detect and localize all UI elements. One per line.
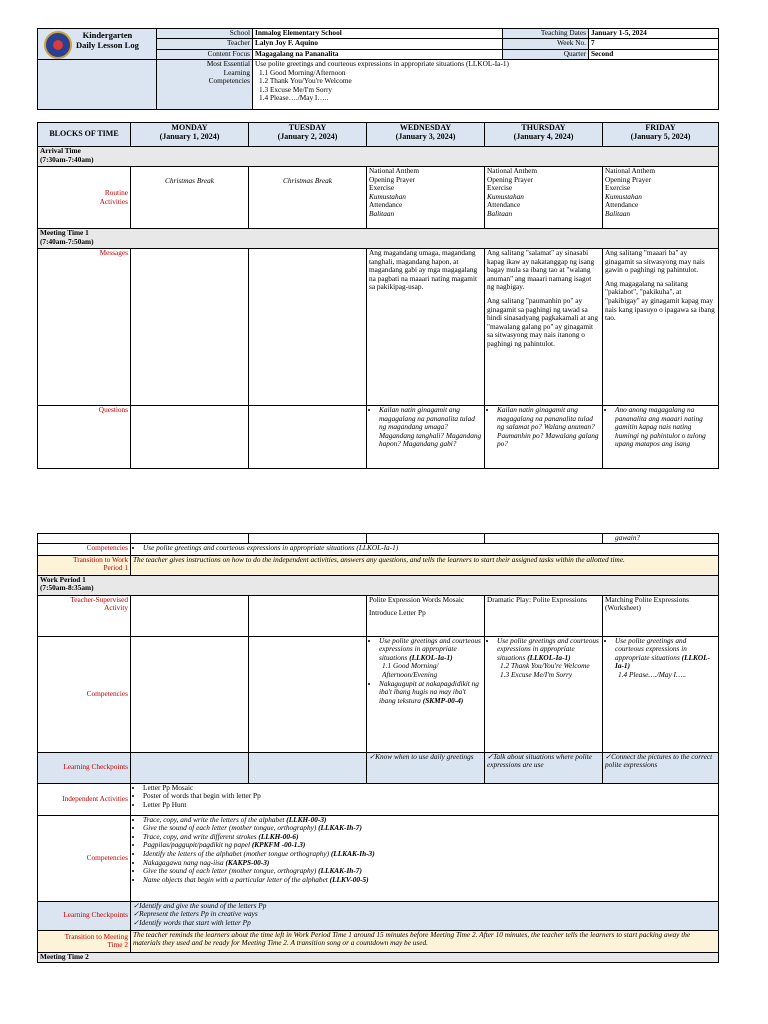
- content-focus-label: Content Focus: [157, 49, 253, 59]
- friday-checkpoint: ✓ Connect the pictures to the correct polite expressions: [603, 752, 719, 783]
- list-item: • Letter Pp Hunt: [143, 801, 716, 810]
- day-header-friday: FRIDAY (January 5, 2024): [603, 123, 719, 147]
- friday-messages: Ang salitang "maaari ba" ay ginagamit sa sitwasyong may nais gawin o paghingi ng pahintulot. Ang magagalang na salitang "pakiabot", "pakikuha", at "pakibigay" ay ginagamit kapag may nais kang ipasuyo o ipagawa sa ibang tao.: [603, 249, 719, 406]
- tuesday-routine: Christmas Break: [249, 167, 367, 229]
- list-item: • Give the sound of each letter (mother tongue, orthography) (LLKAK-Ih-7): [143, 867, 716, 876]
- dates-value: January 1-5, 2024: [589, 29, 719, 39]
- deped-seal-icon: [44, 31, 72, 59]
- thursday-questions: • Kailan natin ginagamit ang magagalang na pananalita tulad ng salamat po? Walang anuman? Paumanhin po? Mawalang galang po?: [485, 406, 603, 469]
- list-item: • Nakagagawa nang nag-iisa (KAKPS-00-3): [143, 859, 716, 868]
- transition-meeting-text: The teacher reminds the learners about the time left in Work Period Time 1 around 15 minutes before Meeting Time 2. After 10 minutes, the teacher tells the learners to start packing away the materials they used and be ready for Meeting Time 2. A transition song or a countdown may be used.: [131, 930, 719, 952]
- independent-activities: [131, 783, 719, 815]
- schedule-table-page1: [37, 122, 718, 469]
- meeting-time-2-header: Meeting Time 2: [38, 952, 719, 962]
- day-header-monday: MONDAY (January 1, 2024): [131, 123, 249, 147]
- monday-tsa: [131, 595, 249, 636]
- independent-checkpoints: [131, 901, 719, 930]
- thursday-tsa: Dramatic Play: Polite Expressions: [485, 595, 603, 636]
- independent-checkpoints-label: Learning Checkpoints: [38, 901, 131, 930]
- wednesday-checkpoint: ✓ Know when to use daily greetings: [367, 752, 485, 783]
- week-label: Week No.: [503, 39, 589, 49]
- independent-competencies-label: Competencies: [38, 815, 131, 901]
- friday-questions-continued: gawain?: [603, 534, 719, 544]
- competency-main: • Use polite greetings and courteous expressions in appropriate situations (LLKOL-Ia-1): [131, 543, 719, 555]
- friday-tsa: Matching Polite Expressions (Worksheet): [603, 595, 719, 636]
- competencies-label: Competencies: [38, 543, 131, 555]
- mel-item: 1.1 Good Morning/Afternoon: [259, 67, 346, 77]
- header-title-line2: Daily Lesson Log: [76, 40, 139, 50]
- wednesday-competencies: • Use polite greetings and courteous expressions in appropriate situations (LLKOL-Ia-1) 1.1 Good Morning/ Afternoon/Evening • Nakagugupit at nakapagdidikit ng iba't ibang hugis na may iba't ibang tekstura (SKMP-00-4): [367, 636, 485, 752]
- tuesday-questions: [249, 406, 367, 469]
- list-item: • Identify the letters of the alphabet (mother tongue orthography) (LLKAK-Ih-3): [143, 850, 716, 859]
- list-item: • Name objects that begin with a particular letter of the alphabet (LLKV-00-5): [143, 876, 716, 885]
- list-item: ✓ Represent the letters Pp in creative ways: [133, 910, 716, 919]
- questions-label: Questions: [38, 406, 131, 469]
- list-item: • Letter Pp Mosaic: [143, 784, 716, 793]
- independent-activities-label: Independent Activities: [38, 783, 131, 815]
- schedule-table-page2: [37, 533, 718, 963]
- teacher-value: Lalyn Joy F. Aquino: [253, 39, 503, 49]
- transition-work-label: Transition to Work Period 1: [38, 555, 131, 575]
- friday-competencies: • Use polite greetings and courteous expressions in appropriate situations (LLKOL-Ia-1) 1.4 Please…./May I…..: [603, 636, 719, 752]
- transition-work-text: The teacher gives instructions on how to do the independent activities, answers any questions, and tells the learners to start their assigned tasks within the allotted time.: [131, 555, 719, 575]
- wednesday-messages: Ang magandang umaga, magandang tanghali, magandang hapon, at magandang gabi ay mga magagalang na pagbati na maaari nating magamit sa pakikipag-usap.: [367, 249, 485, 406]
- content-focus-value: Magagalang na Pananalita: [253, 49, 503, 59]
- messages-label: Messages: [38, 249, 131, 406]
- meeting-time-1-header: Meeting Time 1 (7:40am-7:50am): [38, 229, 719, 249]
- header-section: [37, 28, 718, 110]
- quarter-value: Second: [589, 49, 719, 59]
- school-value: Inmalog Elementary School: [253, 29, 503, 39]
- thursday-checkpoint: ✓ Talk about situations where polite expressions are use: [485, 752, 603, 783]
- wednesday-tsa: Polite Expression Words Mosaic Introduce Letter Pp: [367, 595, 485, 636]
- thursday-messages: Ang salitang "salamat" ay sinasabi kapag ikaw ay nakatanggap ng isang bagay mula sa ibang tao at "walang anuman" ang maaari namang isagot ng nagbigay. Ang salitang "paumanhin po" ay ginagamit sa paghingi ng tawad sa hindi sinasadyang pagkakamali at ang "mawalang galang po" ay ginagamit sa sitwasyong may nais itanong o paghingi ng pahintulot.: [485, 249, 603, 406]
- header-logo-cell: [38, 29, 157, 60]
- thursday-competencies: • Use polite greetings and courteous expressions in appropriate situations (LLKOL-Ia-1) 1.2 Thank You/You're Welcome 1.3 Excuse Me/I'm Sorry: [485, 636, 603, 752]
- quarter-label: Quarter: [503, 49, 589, 59]
- tsa-competencies-label: Competencies: [38, 636, 131, 752]
- dates-label: Teaching Dates: [503, 29, 589, 39]
- transition-meeting-label: Transition to Meeting Time 2: [38, 930, 131, 952]
- mel-main: Use polite greetings and courteous expressions in appropriate situations (LLKOL-Ia-1): [255, 59, 509, 68]
- list-item: • Trace, copy, and write the letters of the alphabet (LLKH-00-3): [143, 816, 716, 825]
- monday-routine: Christmas Break: [131, 167, 249, 229]
- list-item: • Poster of words that begin with letter Pp: [143, 792, 716, 801]
- mel-item: 1.3 Excuse Me/I'm Sorry: [259, 84, 333, 94]
- tuesday-messages: [249, 249, 367, 406]
- wednesday-routine: National Anthem Opening Prayer Exercise Kumustahan Attendance Balitaan: [367, 167, 485, 229]
- mel-value: [253, 60, 719, 110]
- work-period-1-header: Work Period 1 (7:50am-8:35am): [38, 575, 719, 595]
- teacher-supervised-label: Teacher-Supervised Activity: [38, 595, 131, 636]
- teacher-label: Teacher: [157, 39, 253, 49]
- list-item: • Trace, copy, and write different strokes (LLKH-00-6): [143, 833, 716, 842]
- school-label: School: [157, 29, 253, 39]
- routine-activities-label: Routine Activities: [38, 167, 131, 229]
- arrival-time-header: Arrival Time (7:30am-7:40am): [38, 147, 719, 167]
- day-header-tuesday: TUESDAY (January 2, 2024): [249, 123, 367, 147]
- day-header-thursday: THURSDAY (January 4, 2024): [485, 123, 603, 147]
- week-value: 7: [589, 39, 719, 49]
- list-item: • Pagpilas/paggupit/pagdikit ng papel (KPKFM -00-1.3): [143, 841, 716, 850]
- independent-competencies: [131, 815, 719, 901]
- thursday-routine: National Anthem Opening Prayer Exercise Kumustahan Attendance Balitaan: [485, 167, 603, 229]
- mel-item: 1.2 Thank You/You're Welcome: [259, 76, 352, 86]
- list-item: ✓ Identify and give the sound of the letters Pp: [133, 902, 716, 911]
- mel-item: 1.4 Please…./May I…..: [259, 93, 329, 103]
- friday-routine: National Anthem Opening Prayer Exercise Kumustahan Attendance Balitaan: [603, 167, 719, 229]
- day-header-wednesday: WEDNESDAY (January 3, 2024): [367, 123, 485, 147]
- blocks-of-time-header: BLOCKS OF TIME: [38, 123, 131, 147]
- tsa-checkpoints-label: Learning Checkpoints: [38, 752, 131, 783]
- monday-questions: [131, 406, 249, 469]
- wednesday-questions: • Kailan natin ginagamit ang magagalang na pananalita tulad ng magandang umaga? Magandang tanghali? Magandang hapon? Magandang gabi?: [367, 406, 485, 469]
- list-item: ✓ Identify words that start with letter Pp: [133, 919, 716, 928]
- tuesday-tsa: [249, 595, 367, 636]
- header-title-line1: Kindergarten: [82, 30, 133, 40]
- friday-questions: • Ano anong magagalang na pananalita ang maaari nating gamitin kapag nais nating humingi ng pahintulot o tulong upang matapos ang isang: [603, 406, 719, 469]
- list-item: • Give the sound of each letter (mother tongue, orthography) (LLKAK-Ih-7): [143, 824, 716, 833]
- mel-label: Most Essential Learning Competencies: [157, 60, 253, 110]
- monday-messages: [131, 249, 249, 406]
